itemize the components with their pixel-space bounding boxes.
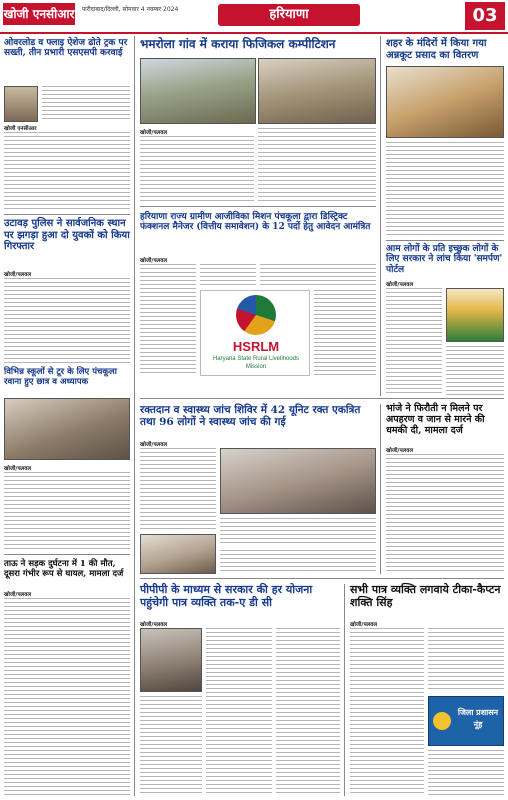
divider — [4, 554, 130, 555]
story-3-photo — [386, 66, 504, 138]
divider — [140, 206, 376, 207]
story-2-body — [140, 136, 254, 202]
story-8-photo — [220, 448, 376, 514]
dateline: फरीदाबाद/दिल्ली, सोमवार 4 नवम्बर 2024 — [82, 6, 179, 13]
story-8-byline: खोजी/पलवल — [140, 442, 168, 448]
story-9-byline: खोजी/पलवल — [386, 448, 414, 454]
story-7-body — [4, 472, 130, 550]
column-rule — [380, 404, 381, 574]
story-8-body-3 — [220, 550, 376, 574]
column-rule — [134, 36, 135, 796]
story-2-photo-2 — [258, 58, 376, 124]
divider — [4, 214, 130, 215]
masthead — [0, 0, 508, 34]
story-4-body — [4, 278, 130, 364]
hsrlm-ad — [200, 290, 310, 376]
district-admin-banner — [428, 696, 504, 746]
hsrlm-acronym: HSRLM — [232, 339, 280, 354]
story-11-headline: पीपीपी के माध्यम से सरकार की हर योजना पहुंचेगी पात्र व्यक्ति तक-ए डी सी — [140, 583, 313, 609]
section-title: हरियाणा — [218, 4, 360, 26]
story-1-photo — [4, 86, 38, 122]
story-11-body-2 — [276, 628, 340, 796]
story-1-body — [42, 86, 130, 122]
story-6-body — [386, 288, 442, 396]
story-7-headline: विभिन्न स्कूलों से टूर के लिए पंचकूला रवाना हुए छात्र व अध्यापक — [4, 367, 117, 387]
story-1-byline: खोजी एनसीआर — [4, 126, 37, 132]
column-rule — [380, 36, 381, 396]
story-12-byline: खोजी/पलवल — [350, 622, 378, 628]
hsrlm-logo-icon — [236, 295, 276, 335]
story-5-headline: हरियाणा राज्य ग्रामीण आजीविका मिशन पंचकूला द्वारा डिस्ट्रिक्ट फंक्शनल मैनेजर (वित्तीय समावेशन) के 12 पदों हेतु आवेदन आमंत्रित — [140, 212, 371, 233]
story-12-body-2 — [428, 628, 504, 692]
divider — [140, 398, 504, 399]
story-11-body-3 — [140, 696, 202, 796]
story-4-headline: उटावड़ पुलिस ने सार्वजनिक स्थान पर झगड़ा हुआ दो युवकों को किया गिरफ्तार — [4, 218, 130, 252]
story-11-photo — [140, 628, 202, 692]
story-5-body — [140, 264, 196, 376]
page-number: 03 — [465, 2, 505, 30]
story-12-body — [350, 628, 424, 796]
story-11-body — [206, 628, 272, 796]
story-8-body — [140, 448, 216, 530]
story-10-body — [4, 598, 130, 796]
story-6-byline: खोजी/पलवल — [386, 282, 414, 288]
hsrlm-full-name: Haryana State Rural Livelihoods Mission — [212, 356, 300, 370]
story-6-photo — [446, 288, 504, 342]
story-7-photo — [4, 398, 130, 460]
story-9-body — [386, 454, 504, 574]
story-8-body-2 — [220, 518, 376, 546]
story-2-headline: भमरोला गांव में कराया फिजिकल कम्पीटिशन — [140, 37, 336, 51]
story-4-byline: खोजी/पलवल — [4, 272, 32, 278]
story-2-photo — [140, 58, 256, 124]
story-7-byline: खोजी/पलवल — [4, 466, 32, 472]
story-2-body-2 — [258, 128, 376, 202]
story-10-headline: ताऊ ने सड़क दुर्घटना में 1 की मौत, दूसरा गंभीर रूप से घायल, मामला दर्ज — [4, 559, 124, 579]
newspaper-logo: खोजी एनसीआर — [3, 3, 75, 25]
story-5-body-4 — [314, 290, 376, 376]
story-12-headline: सभी पात्र व्यक्ति लगवाये टीका-कैप्टन शक्ति सिंह — [350, 583, 501, 609]
story-5-body-2 — [200, 264, 256, 286]
story-5-byline: खोजी/पलवल — [140, 258, 168, 264]
story-8-headline: रक्तदान व स्वास्थ्य जांच शिविर में 42 यूनिट रक्त एकत्रित तथा 96 लोगों ने स्वास्थ्य जांच की गई — [140, 404, 361, 429]
story-10-byline: खोजी/पलवल — [4, 592, 32, 598]
divider — [140, 578, 504, 579]
divider — [386, 240, 504, 241]
story-6-headline: आम लोगों के प्रति इच्छुक लोगों के लिए सरकार ने लांच किया 'समर्पण' पोर्टल — [386, 244, 503, 275]
story-1-body-2 — [4, 132, 130, 210]
story-2-byline: खोजी/पलवल — [140, 130, 168, 136]
story-9-headline: भांजे ने फिरौती न मिलने पर अपहरण व जान से मारने की धमकी दी, मामला दर्ज — [386, 403, 485, 436]
story-3-body — [386, 142, 504, 236]
story-5-body-3 — [260, 264, 376, 286]
story-12-body-3 — [428, 750, 504, 796]
story-1-headline: ओवरलोड व फ्लाइ ऐशेज ढोते ट्रक पर सख्ती, तीन प्रभारी एसएसपी करवाई — [4, 38, 128, 59]
banner-text: जिला प्रशासन नूंह — [457, 708, 499, 729]
story-6-body-2 — [446, 346, 504, 396]
banner-emblem-icon — [433, 712, 451, 730]
story-11-byline: खोजी/पलवल — [140, 622, 168, 628]
column-rule — [344, 584, 345, 796]
story-3-headline: शहर के मंदिरों में किया गया अन्नकूट प्रसाद का वितरण — [386, 38, 487, 61]
story-8-photo-2 — [140, 534, 216, 574]
